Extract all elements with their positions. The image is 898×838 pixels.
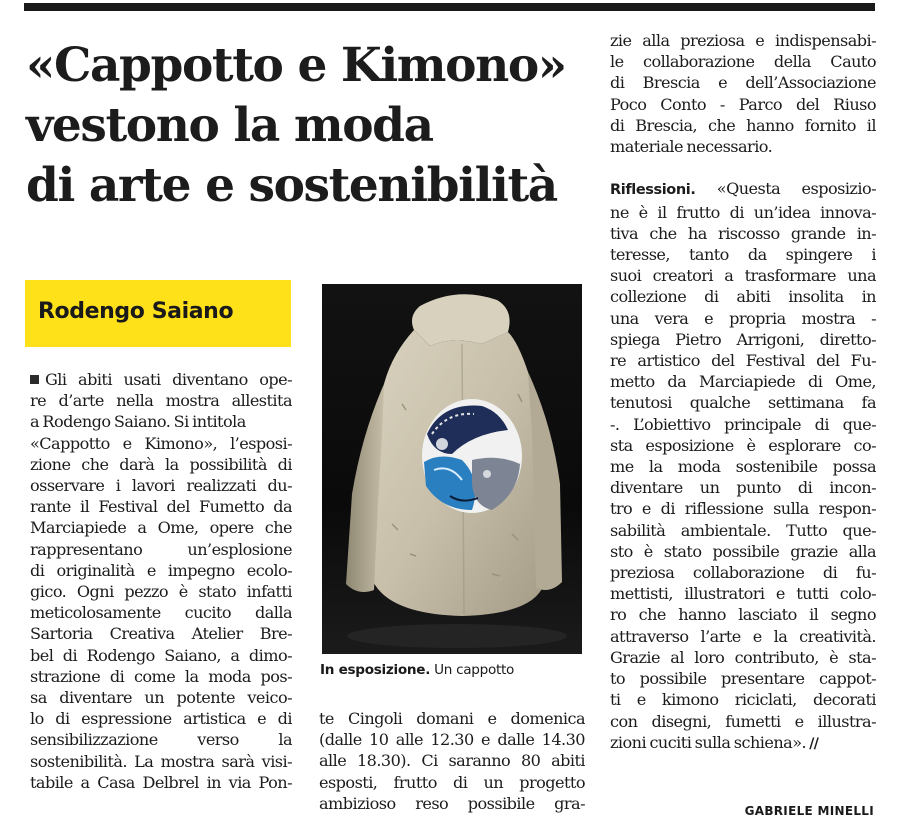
headline	[26, 36, 596, 216]
text-line: re d’arte nella mostra allestita	[30, 391, 292, 411]
article-column-3	[610, 30, 876, 755]
text-line: osservare i lavori realizzati du-	[30, 476, 292, 496]
text-line: con disegni, fumetti e illustra-	[610, 711, 876, 731]
headline-line: «Cappotto e Kimono»	[26, 38, 566, 93]
text-line: sensibilizzazione verso la	[30, 730, 292, 750]
top-rule	[24, 3, 875, 11]
text-line: to possibile presentare cappot-	[610, 669, 876, 689]
text-line: sto è stato possibile grazie alla	[610, 541, 876, 561]
text-line: lo di espressione artistica e di	[30, 709, 292, 729]
text-line: Grazie al loro contributo, è sta-	[610, 647, 876, 667]
text-line: una vera e propria mostra -	[610, 308, 876, 328]
text-line: bel di Rodengo Saiano, a dimo-	[30, 645, 292, 665]
text-line: te Cingoli domani e domenica	[319, 709, 585, 728]
text-line: ne è il frutto di un’idea innova-	[610, 202, 876, 222]
text-line: rappresentano un’esplosione	[30, 539, 292, 559]
text-line: sabilità ambientale. Tutto que-	[610, 520, 876, 540]
photo-caption	[320, 662, 588, 678]
text-line: «Cappotto e Kimono», l’esposi-	[30, 433, 292, 453]
text-line: -. L’obiettivo principale di que-	[610, 414, 876, 434]
text-line: collezione di abiti insolita in	[610, 287, 876, 307]
text-line: Gli abiti usati diventano ope-	[30, 369, 292, 390]
text-line: di Brescia, che hanno fornito il	[610, 115, 876, 135]
text-line: tenutosi qualche settimana fa	[610, 393, 876, 413]
location-label	[25, 280, 291, 347]
bullet-square-icon	[30, 375, 39, 384]
text-line: spiega Pietro Arrigoni, diretto-	[610, 329, 876, 349]
text-line: diventare un punto di incon-	[610, 478, 876, 498]
text-line: ambizioso reso possibile gra-	[319, 793, 585, 813]
article-column-2	[319, 708, 585, 814]
text-line: di Brescia e dell’Associazione	[610, 73, 876, 93]
caption-kicker: In esposizione.	[320, 662, 431, 678]
text-line: Poco Conto - Parco del Riuso	[610, 94, 876, 114]
text-line: zie alla preziosa e indispensabi-	[610, 31, 876, 50]
text-line: sostenibilità. La mostra sarà visi-	[30, 751, 292, 771]
text-line: ro che hanno lasciato il segno	[610, 605, 876, 625]
caption-text: Un cappotto	[430, 662, 515, 678]
text-line: (dalle 10 alle 12.30 e dalle 14.30	[319, 730, 585, 750]
text-line: tabile a Casa Delbrel in via Pon-	[30, 772, 292, 792]
text-line: esposti, frutto di un progetto	[319, 772, 585, 792]
byline: GABRIELE MINELLI	[744, 804, 874, 818]
text-line: Marciapiede a Ome, opere che	[30, 518, 292, 538]
text-line: le collaborazione della Cauto	[610, 52, 876, 72]
text-line: Sartoria Creativa Atelier Bre-	[30, 624, 292, 644]
text-line: tro e di riflessione sulla respon-	[610, 499, 876, 519]
text-line: re artistico del Festival del Fu-	[610, 351, 876, 371]
text-line: teresse, tanto da spingere i	[610, 245, 876, 265]
text-line: a Rodengo Saiano. Si intitola	[30, 412, 246, 432]
text-line: preziosa collaborazione di fu-	[610, 563, 876, 583]
text-line: sa diventare un potente veico-	[30, 688, 292, 708]
paragraph-gap	[610, 157, 876, 178]
text-line: tiva che ha riscosso grande in-	[610, 223, 876, 243]
text-line: Riflessioni. «Questa esposizio-	[610, 179, 876, 199]
end-mark: //	[806, 735, 819, 752]
text-line: me la moda sostenibile possa	[610, 457, 876, 477]
text-line: sta esposizione è esplorare co-	[610, 435, 876, 455]
text-line: alle 18.30). Ci saranno 80 abiti	[319, 751, 585, 771]
text-line: strazione di come la moda pos-	[30, 666, 292, 686]
coat-photo	[322, 284, 582, 654]
coat-on-hanger-icon	[322, 284, 582, 654]
text-line: mettisti, illustratori e tutti colo-	[610, 584, 876, 604]
headline-line: vestono la moda	[26, 98, 433, 153]
text-line: metto da Marciapiede di Ome,	[610, 372, 876, 392]
text-line: rante il Festival del Fumetto da	[30, 497, 292, 517]
text-line: gico. Ogni pezzo è stato infatti	[30, 582, 292, 602]
location-text: Rodengo Saiano	[38, 299, 234, 324]
text-line: zioni cuciti sulla schiena». //	[610, 732, 819, 752]
text-line: zione che darà la possibilità di	[30, 454, 292, 474]
text-line: suoi creatori a trasformare una	[610, 266, 876, 286]
text-line: ti e kimono riciclati, decorati	[610, 690, 876, 710]
text-line: attraverso l’arte e la creatività.	[610, 626, 876, 646]
article-column-1	[30, 369, 292, 793]
text-line: meticolosamente cucito dalla	[30, 603, 292, 623]
section-kicker: Riflessioni.	[610, 182, 696, 199]
text-line: di originalità e impegno ecolo-	[30, 560, 292, 580]
text-line: materiale necessario.	[610, 137, 773, 157]
headline-line: di arte e sostenibilità	[26, 158, 557, 213]
